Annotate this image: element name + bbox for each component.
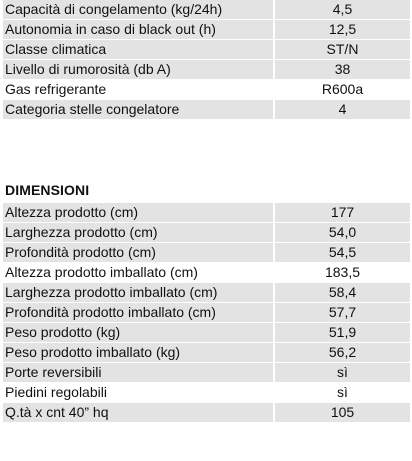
row-value: 105: [330, 404, 355, 420]
row-value: 177: [330, 204, 355, 220]
row-label: Altezza prodotto imballato (cm): [5, 264, 198, 280]
row-label: Larghezza prodotto imballato (cm): [5, 284, 218, 300]
table-row: [3, 303, 410, 322]
row-value: 4: [338, 101, 347, 117]
row-label: Q.tà x cnt 40” hq: [5, 404, 109, 420]
row-value: sì: [337, 364, 348, 380]
row-label: Categoria stelle congelatore: [5, 101, 180, 117]
row-value: sì: [337, 384, 348, 400]
section-heading-dimensions: DIMENSIONI: [5, 182, 90, 198]
row-value: 56,2: [328, 344, 357, 360]
row-label: Profondità prodotto imballato (cm): [5, 304, 216, 320]
row-label: Peso prodotto imballato (kg): [5, 344, 181, 360]
row-label: Livello di rumorosità (db A): [5, 61, 171, 77]
row-label: Piedini regolabili: [5, 384, 107, 400]
table-row: [3, 363, 410, 382]
table-row: [3, 0, 410, 19]
table-row: [3, 343, 410, 362]
row-label: Altezza prodotto (cm): [5, 204, 139, 220]
table-row: [3, 403, 410, 422]
row-label: Gas refrigerante: [5, 81, 107, 97]
table-row: [3, 60, 410, 79]
table-row: [3, 263, 410, 282]
table-row: [3, 243, 410, 262]
table-row: [3, 20, 410, 39]
row-value: 38: [334, 61, 351, 77]
row-value: 12,5: [328, 21, 357, 37]
table-row: [3, 383, 410, 402]
row-label: Porte reversibili: [5, 364, 102, 380]
row-value: 54,0: [328, 224, 357, 240]
row-value: 183,5: [324, 264, 361, 280]
row-label: Classe climatica: [5, 41, 107, 57]
row-label: Peso prodotto (kg): [5, 324, 121, 340]
table-row: [3, 100, 410, 119]
row-value: ST/N: [326, 41, 359, 57]
row-value: 4,5: [332, 1, 353, 17]
table-row: [3, 223, 410, 242]
row-label: Profondità prodotto (cm): [5, 244, 156, 260]
table-row: [3, 323, 410, 342]
table-row: [3, 80, 410, 99]
dimensions-table: [3, 203, 410, 423]
row-value: 57,7: [328, 304, 357, 320]
row-value: 51,9: [328, 324, 357, 340]
row-value: 58,4: [328, 284, 357, 300]
row-value: R600a: [321, 81, 364, 97]
row-label: Capacità di congelamento (kg/24h): [5, 1, 223, 17]
table-row: [3, 283, 410, 302]
table-row: [3, 203, 410, 222]
row-value: 54,5: [328, 244, 357, 260]
row-label: Autonomia in caso di black out (h): [5, 21, 216, 37]
features-table: [3, 0, 410, 120]
table-row: [3, 40, 410, 59]
row-label: Larghezza prodotto (cm): [5, 224, 158, 240]
